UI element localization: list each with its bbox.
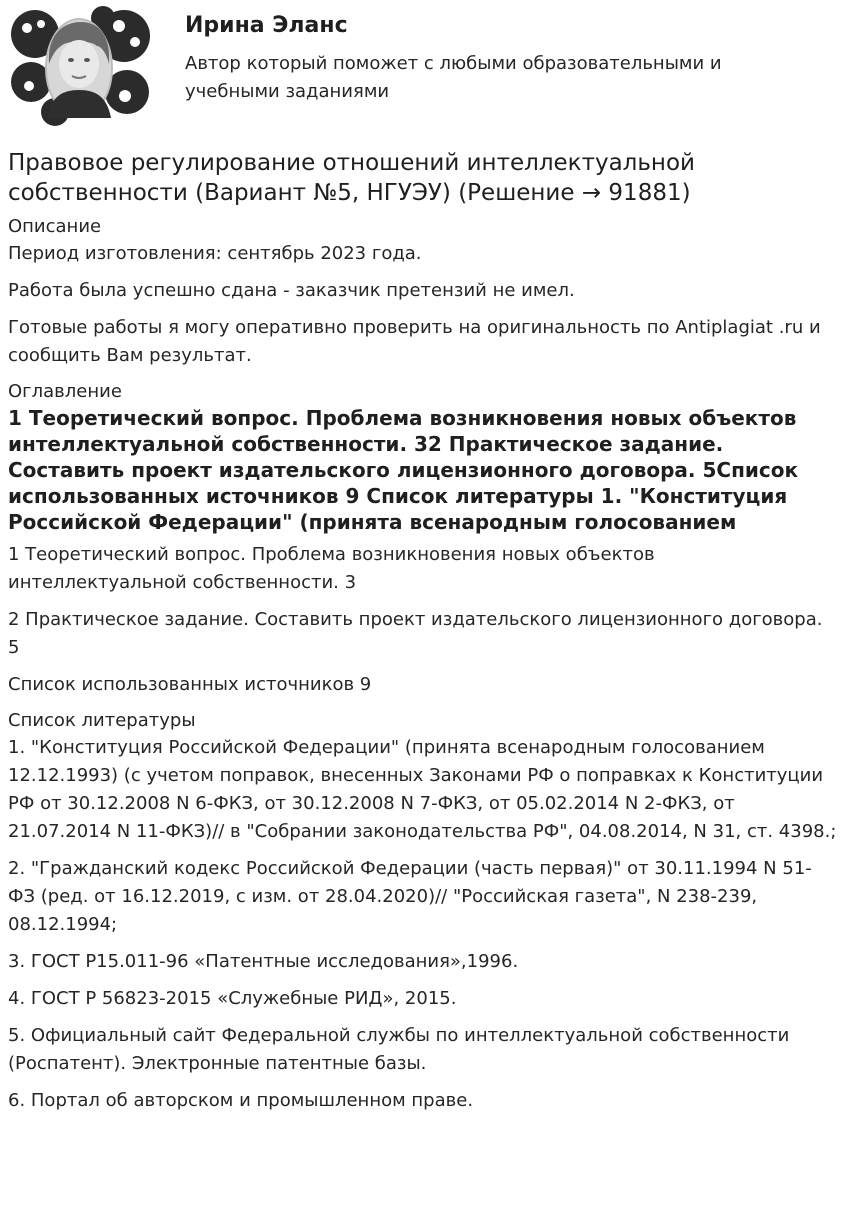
- toc-item: 1 Теоретический вопрос. Проблема возникновения новых объектов интеллектуальной собственности. 3: [8, 544, 655, 593]
- author-header: [0, 0, 847, 130]
- page-title: Правовое регулирование отношений интеллектуальной собственности (Вариант №5, НГУЭУ) (Решение → 91881): [8, 150, 695, 206]
- description-status: Работа была успешно сдана - заказчик претензий не имел.: [8, 280, 575, 301]
- literature-item: 3. ГОСТ Р15.011-96 «Патентные исследования»,1996.: [8, 951, 519, 972]
- description-period: Период изготовления: сентябрь 2023 года.: [8, 243, 422, 264]
- avatar-image: [7, 6, 152, 126]
- author-avatar[interactable]: [7, 6, 152, 126]
- toc-item: Список использованных источников 9: [8, 674, 372, 695]
- author-description: Автор который поможет с любыми образовательными и учебными заданиями: [185, 53, 722, 102]
- literature-item: 5. Официальный сайт Федеральной службы по интеллектуальной собственности (Роспатент). Электронные патентные базы.: [8, 1025, 790, 1074]
- literature-item: 6. Портал об авторском и промышленном праве.: [8, 1090, 474, 1111]
- toc-label: Оглавление: [8, 381, 122, 402]
- author-name[interactable]: Ирина Эланс: [185, 13, 348, 38]
- description-plagiarism: Готовые работы я могу оперативно проверить на оригинальность по Antiplagiat .ru и сообщить Вам результат.: [8, 317, 821, 366]
- literature-item: 1. "Конституция Российской Федерации" (принята всенародным голосованием 12.12.1993) (с учетом поправок, внесенных Законами РФ о поправках к Конституции РФ от 30.12.2008 N 6-ФКЗ, от 30.12.2008 N 7-ФКЗ, от 05.02.2014 N 2-ФКЗ, от 21.07.2014 N 11-ФКЗ)// в "Собрании законодательства РФ", 04.08.2014, N 31, ст. 4398.;: [8, 737, 837, 842]
- toc-item: 2 Практическое задание. Составить проект издательского лицензионного договора. 5: [8, 609, 823, 658]
- literature-label: Список литературы: [8, 710, 196, 731]
- toc-summary: 1 Теоретический вопрос. Проблема возникновения новых объектов интеллектуальной собственности. 32 Практическое задание. Составить проект издательского лицензионного договора. 5Список использованных источников 9 Список литературы 1. "Конституция Российской Федерации" (принята всенародным голосованием: [8, 406, 799, 534]
- work-content: [8, 148, 838, 1124]
- description-label: Описание: [8, 216, 102, 237]
- literature-item: 4. ГОСТ Р 56823-2015 «Служебные РИД», 2015.: [8, 988, 457, 1009]
- literature-item: 2. "Гражданский кодекс Российской Федерации (часть первая)" от 30.11.1994 N 51-ФЗ (ред. от 16.12.2019, с изм. от 28.04.2020)// "Российская газета", N 238-239, 08.12.1994;: [8, 858, 812, 935]
